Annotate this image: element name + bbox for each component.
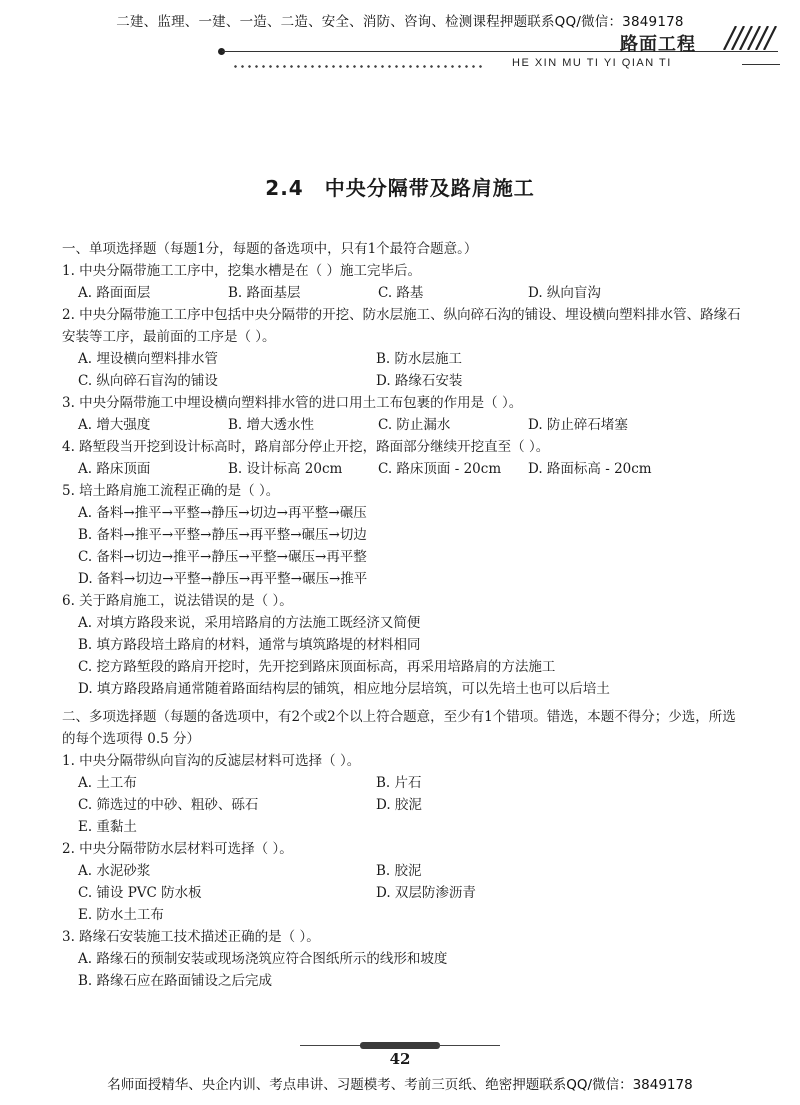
answer-option: B. 路面基层: [228, 285, 301, 301]
answer-option: D. 双层防渗沥青: [376, 885, 476, 901]
answer-option: A. 路床顶面: [78, 461, 151, 477]
answer-option: D. 纵向盲沟: [528, 285, 601, 301]
option-list: [62, 282, 742, 304]
answer-option: E. 重黏土: [78, 819, 137, 835]
answer-option: C. 路基: [378, 285, 424, 301]
question-stem: 4. 路堑段当开挖到设计标高时，路肩部分停止开挖，路面部分继续开挖直至（ ）。: [62, 439, 550, 455]
answer-option: A. 土工布: [78, 775, 137, 791]
question-stem: 3. 中央分隔带施工中埋设横向塑料排水管的进口用土工布包裹的作用是（ ）。: [62, 395, 523, 411]
answer-option: A. 对填方路段来说，采用培路肩的方法施工既经济又简便: [78, 615, 421, 631]
section-title: 2.4 中央分隔带及路肩施工: [265, 176, 535, 200]
answer-option: B. 片石: [376, 775, 422, 791]
answer-option: B. 胶泥: [376, 863, 422, 879]
answer-option: D. 防止碎石堵塞: [528, 417, 628, 433]
question-stem: 2. 中央分隔带施工工序中包括中央分隔带的开挖、防水层施工、纵向碎石沟的铺设、埋设横向塑料排水管、路缘石安装等工序，最前面的工序是（ ）。: [62, 307, 741, 345]
question: [62, 260, 742, 304]
part1-heading: 一、单项选择题: [62, 241, 157, 257]
question-stem: 1. 中央分隔带施工工序中，挖集水槽是在（ ）施工完毕后。: [62, 263, 421, 279]
question-stem: 5. 培土路肩施工流程正确的是（ ）。: [62, 483, 280, 499]
bottom-banner: 名师面授精华、央企内训、考点串讲、习题模考、考前三页纸、绝密押题联系QQ/微信：3849178: [107, 1077, 693, 1093]
answer-option: D. 备料→切边→平整→静压→再平整→碾压→推平: [78, 571, 368, 587]
question-content: [62, 238, 742, 992]
page-number-rule-left: [300, 1045, 362, 1046]
option-list: [62, 948, 742, 992]
option-list: [62, 458, 742, 480]
question: [62, 392, 742, 436]
answer-option: C. 铺设 PVC 防水板: [78, 885, 202, 901]
option-list: [62, 772, 742, 838]
question: [62, 590, 742, 700]
option-list: [62, 612, 742, 700]
answer-option: C. 挖方路堑段的路肩开挖时，先开挖到路床顶面标高，再采用培路肩的方法施工: [78, 659, 556, 675]
answer-option: A. 埋设横向塑料排水管: [78, 351, 218, 367]
part1-header: [62, 238, 742, 260]
part1-note: （每题1分，每题的备选项中，只有1个最符合题意。）: [156, 241, 478, 257]
header-stripes-decoration: [718, 26, 778, 50]
answer-option: C. 路床顶面 - 20cm: [378, 461, 502, 477]
top-banner: 二建、监理、一建、一造、二造、安全、消防、咨询、检测课程押题联系QQ/微信：3849178: [116, 14, 684, 30]
header-subtitle: HE XIN MU TI YI QIAN TI: [512, 57, 672, 69]
question-stem: 1. 中央分隔带纵向盲沟的反滤层材料可选择（ ）。: [62, 753, 361, 769]
part2-heading: 二、多项选择题: [62, 709, 157, 725]
answer-option: C. 备料→切边→推平→静压→平整→碾压→再平整: [78, 549, 367, 565]
answer-option: A. 路面面层: [78, 285, 151, 301]
answer-option: A. 备料→推平→平整→静压→切边→再平整→碾压: [78, 505, 367, 521]
question: [62, 926, 742, 992]
header-title: 路面工程: [620, 34, 696, 55]
question: [62, 304, 742, 392]
header-subtitle-rule: [742, 64, 780, 65]
answer-option: C. 防止漏水: [378, 417, 451, 433]
answer-option: C. 纵向碎石盲沟的铺设: [78, 373, 218, 389]
question: [62, 436, 742, 480]
answer-option: D. 填方路段路肩通常随着路面结构层的铺筑，相应地分层培筑，可以先培土也可以后培土: [78, 681, 610, 697]
answer-option: E. 防水土工布: [78, 907, 164, 923]
question-stem: 3. 路缘石安装施工技术描述正确的是（ ）。: [62, 929, 320, 945]
part2-note: （每题的备选项中，有2个或2个以上符合题意，至少有1个错项。错选，本题不得分；少选，所选的每个选项得 0.5 分）: [62, 709, 736, 747]
answer-option: B. 填方路段培土路肩的材料，通常与填筑路堤的材料相同: [78, 637, 421, 653]
header-dotted-rule: [232, 65, 482, 68]
question: [62, 838, 742, 926]
page-number: 42: [389, 1050, 411, 1068]
answer-option: B. 增大透水性: [228, 417, 315, 433]
answer-option: B. 备料→推平→平整→静压→再平整→碾压→切边: [78, 527, 367, 543]
answer-option: C. 筛选过的中砂、粗砂、砾石: [78, 797, 259, 813]
answer-option: D. 胶泥: [376, 797, 422, 813]
option-list: [62, 860, 742, 926]
answer-option: B. 路缘石应在路面铺设之后完成: [78, 973, 273, 989]
answer-option: A. 路缘石的预制安装或现场浇筑应符合图纸所示的线形和坡度: [78, 951, 448, 967]
answer-option: D. 路面标高 - 20cm: [528, 461, 652, 477]
part1-question-list: [62, 260, 742, 700]
answer-option: B. 防水层施工: [376, 351, 463, 367]
question: [62, 480, 742, 590]
question-stem: 6. 关于路肩施工，说法错误的是（ ）。: [62, 593, 293, 609]
part2-question-list: [62, 750, 742, 992]
answer-option: B. 设计标高 20cm: [228, 461, 343, 477]
option-list: [62, 348, 742, 392]
page-number-rule-right: [438, 1045, 500, 1046]
question: [62, 750, 742, 838]
answer-option: A. 增大强度: [78, 417, 151, 433]
question-stem: 2. 中央分隔带防水层材料可选择（ ）。: [62, 841, 293, 857]
option-list: [62, 414, 742, 436]
option-list: [62, 502, 742, 590]
answer-option: A. 水泥砂浆: [78, 863, 151, 879]
answer-option: D. 路缘石安装: [376, 373, 463, 389]
part2-header: [62, 706, 742, 750]
page-number-bar: [360, 1042, 440, 1049]
